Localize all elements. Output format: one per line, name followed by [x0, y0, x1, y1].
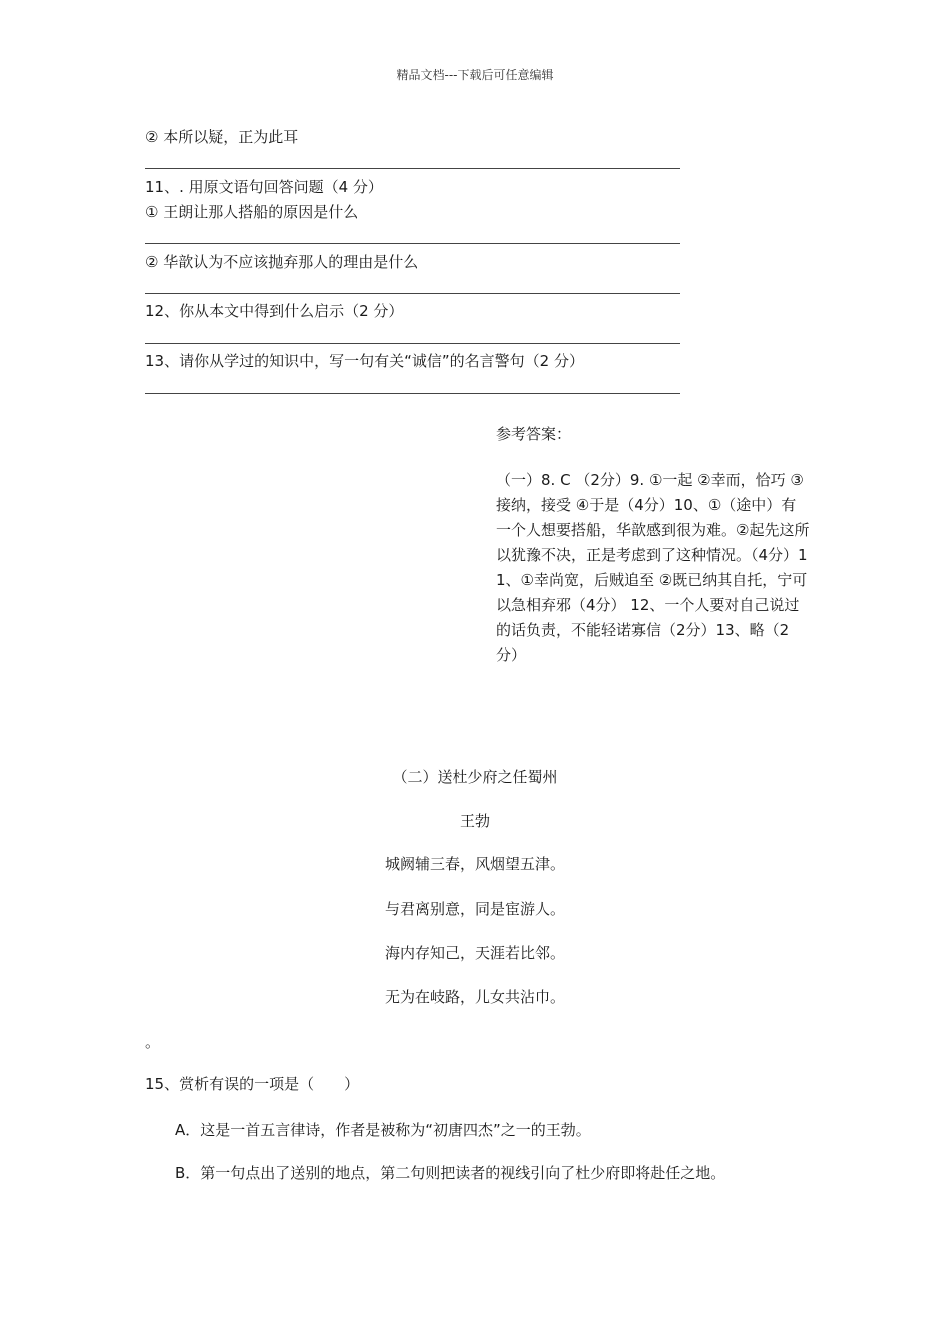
answer-line — [145, 393, 680, 394]
q11-item-1: ① 王朗让那人搭船的原因是什么 — [145, 203, 359, 221]
poem-author: 王勃 — [459, 812, 490, 830]
answer-line — [145, 243, 680, 244]
q15-stem: 15、赏析有误的一项是（ ） — [145, 1075, 360, 1093]
answer-title: 参考答案： — [496, 425, 572, 443]
poem-line: 城阙辅三春，风烟望五津。 — [384, 855, 565, 873]
poem-line: 与君离别意，同是宦游人。 — [384, 900, 565, 918]
q11-item-2: ② 华歆认为不应该抛弃那人的理由是什么 — [145, 253, 419, 271]
poem-title: （二）送杜少府之任蜀州 — [392, 768, 558, 786]
q15-option-b: B．第一句点出了送别的地点，第二句则把读者的视线引向了杜少府即将赴任之地。 — [175, 1164, 726, 1182]
q11-title: 11、. 用原文语句回答问题（4 分） — [145, 178, 383, 196]
q13-title: 13、请你从学过的知识中，写一句有关“诚信”的名言警句（2 分） — [145, 352, 584, 370]
q10-item-2: ② 本所以疑，正为此耳 — [145, 128, 299, 146]
answer-line — [145, 293, 680, 294]
stray-period: 。 — [145, 1033, 161, 1051]
q12-title: 12、你从本文中得到什么启示（2 分） — [145, 302, 404, 320]
answer-line — [145, 343, 680, 344]
q15-option-a: A．这是一首五言律诗，作者是被称为“初唐四杰”之一的王勃。 — [175, 1121, 591, 1139]
answer-line — [145, 168, 680, 169]
page-header: 精品文档---下载后可任意编辑 — [396, 68, 554, 82]
poem-line: 海内存知己，天涯若比邻。 — [384, 944, 565, 962]
answer-body: （一）8. C （2分）9. ①一起 ②幸而，恰巧 ③接纳，接受 ④于是（4分）10、①（途中）有一个人想要搭船，华歆感到很为难。②起先这所以犹豫不决，正是考虑到了这种情况。（4分）11、①幸尚宽，后贼追至 ②既已纳其自托，宁可以急相弃邪（4分） 12、一个人要对自己说过的话负责，不能轻诺寡信（2分）13、略（2分） — [496, 471, 810, 664]
poem-line: 无为在岐路，儿女共沾巾。 — [384, 988, 565, 1006]
